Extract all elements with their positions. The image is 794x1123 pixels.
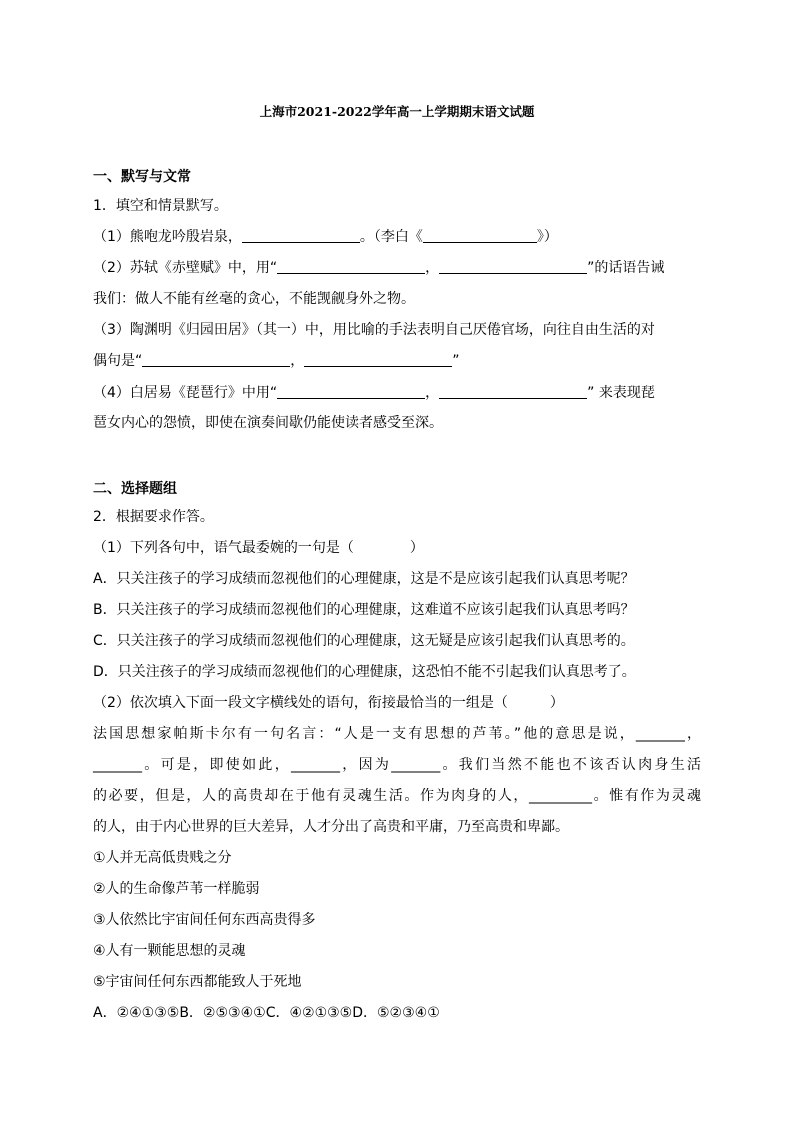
fill-blank[interactable]: [142, 352, 290, 367]
option-a: A．只关注孩子的学习成绩而忽视他们的心理健康，这是不是应该引起我们认真思考呢？: [93, 571, 635, 587]
question-1-2-line-2: 我们：做人不能有丝毫的贪心，不能觊觎身外之物。: [93, 291, 415, 307]
list-item-2: ②人的生命像芦苇一样脆弱: [93, 881, 260, 897]
q1-4-text-c: ” 来表现琵: [587, 385, 655, 401]
fill-blank[interactable]: [277, 259, 425, 274]
passage-line-2: [93, 755, 701, 775]
option-d: D．只关注孩子的学习成绩而忽视他们的心理健康，这恐怕不能不引起我们认真思考了。: [93, 664, 636, 680]
question-1-stem: 1．填空和情景默写。: [93, 198, 228, 214]
passage-text: 的必要，但是，人的高贵却在于他有灵魂生活。作为肉身的人，_________。惟有作为灵魂: [93, 788, 701, 804]
answer-options: A．②④①③⑤B．②⑤③④①C．④②①③⑤D．⑤②③④①: [93, 1005, 440, 1021]
question-2-2: （2）依次填入下面一段文字横线处的语句，衔接最恰当的一组是（ ）: [93, 695, 564, 711]
question-1-4-line-2: 琶女内心的怨愤，即使在演奏间歇仍能使读者感受至深。: [93, 415, 443, 431]
question-2-stem: 2．根据要求作答。: [93, 509, 214, 525]
question-1-4: [93, 383, 655, 403]
option-b: B．只关注孩子的学习成绩而忽视他们的心理健康，这难道不应该引起我们认真思考吗？: [93, 602, 635, 618]
q1-2-text-c: ”的话语告诫: [587, 260, 665, 276]
q1-1-text-b: 。（李白《: [359, 229, 423, 245]
list-item-3: ③人依然比宇宙间任何东西高贵得多: [93, 912, 316, 928]
passage-text: 法国思想家帕斯卡尔有一句名言：“人是一支有思想的芦苇。”他的意思是说，_______，: [93, 726, 701, 742]
q1-3-text-b: ，: [290, 353, 305, 369]
fill-blank[interactable]: [439, 259, 587, 274]
fill-blank[interactable]: [242, 228, 360, 243]
q1-3-text-c: ”: [452, 353, 460, 369]
option-c: C．只关注孩子的学习成绩而忽视他们的心理健康，这无疑是应该引起我们认真思考的。: [93, 633, 635, 649]
q1-1-text-a: （1）熊咆龙吟殷岩泉，: [93, 229, 242, 245]
fill-blank[interactable]: [423, 228, 537, 243]
question-1-2: [93, 258, 664, 278]
section-heading-2: 二、选择题组: [93, 481, 177, 497]
q1-4-text-b: ，: [425, 385, 440, 401]
question-1-1: [93, 227, 558, 247]
passage-line-4: 的人，由于内心世界的巨大差异，人才分出了高贵和平庸，乃至高贵和卑鄙。: [93, 819, 569, 835]
section-heading-1: 一、默写与文常: [93, 169, 191, 185]
list-item-1: ①人并无高低贵贱之分: [93, 850, 232, 866]
q1-2-text-a: （2）苏轼《赤壁赋》中，用“: [93, 260, 278, 276]
fill-blank[interactable]: [277, 384, 425, 399]
passage-line-3: [93, 786, 701, 806]
list-item-5: ⑤宇宙间任何东西都能致人于死地: [93, 974, 302, 990]
q1-3-text-a: 偶句是“: [93, 353, 143, 369]
q1-4-text-a: （4）白居易《琵琶行》中用“: [93, 385, 278, 401]
q1-2-text-b: ，: [425, 260, 440, 276]
fill-blank[interactable]: [439, 384, 587, 399]
question-1-3-line-2: [93, 351, 460, 371]
q1-1-text-c: 》）: [536, 229, 558, 245]
question-2-1: （1）下列各句中，语气最委婉的一句是（ ）: [93, 540, 424, 556]
page-title: 上海市2021-2022学年高一上学期期末语文试题: [259, 104, 535, 119]
passage-text: _______。可是，即使如此，_______，因为_______。我们当然不能也不该否认肉身生活: [93, 757, 701, 773]
passage-line-1: [93, 724, 701, 744]
question-1-3-line-1: （3）陶渊明《归园田居》（其一）中，用比喻的手法表明自己厌倦官场，向往自由生活的对: [93, 322, 655, 338]
fill-blank[interactable]: [304, 352, 452, 367]
list-item-4: ④人有一颗能思想的灵魂: [93, 943, 246, 959]
